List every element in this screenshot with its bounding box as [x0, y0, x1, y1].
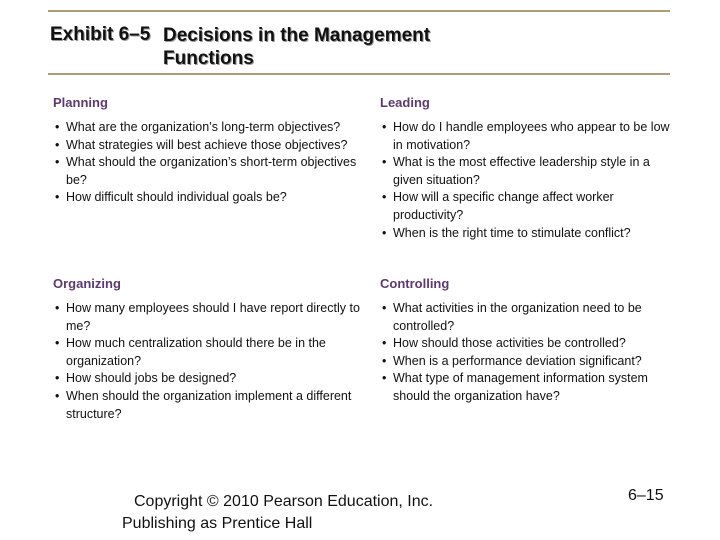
list-item: • What should the organization’s short-term objectives be? — [53, 154, 363, 189]
copyright-line: Copyright © 2010 Pearson Education, Inc. — [134, 493, 434, 510]
publisher-line: Publishing as Prentice Hall — [122, 515, 313, 532]
page-number: 6–15 — [628, 487, 664, 504]
question-list-planning — [53, 119, 363, 207]
list-item: • How should those activities be controlled? — [380, 335, 680, 353]
list-item: • How do I handle employees who appear to be low in motivation? — [380, 119, 680, 154]
section-leading — [380, 95, 680, 242]
section-organizing — [53, 276, 363, 423]
list-item: • What is the most effective leadership style in a given situation? — [380, 154, 680, 189]
section-heading-leading: Leading — [380, 95, 430, 110]
list-item: • When should the organization implement a different structure? — [53, 388, 363, 423]
list-item: • How many employees should I have report directly to me? — [53, 300, 363, 335]
question-list-leading — [380, 119, 680, 242]
list-item: • When is a performance deviation significant? — [380, 353, 680, 371]
exhibit-label: Exhibit 6–5 — [50, 24, 151, 45]
section-heading-planning: Planning — [53, 95, 108, 110]
list-item: • What activities in the organization need to be controlled? — [380, 300, 680, 335]
list-item: • What are the organization’s long-term objectives? — [53, 119, 363, 137]
header-divider — [48, 73, 670, 75]
list-item: • How will a specific change affect worker productivity? — [380, 189, 680, 224]
list-item: • How should jobs be designed? — [53, 370, 363, 388]
list-item: • How much centralization should there be in the organization? — [53, 335, 363, 370]
top-divider — [48, 10, 670, 12]
list-item: • How difficult should individual goals be? — [53, 189, 363, 207]
section-planning — [53, 95, 363, 207]
exhibit-title: Decisions in the Management Functions — [163, 25, 431, 69]
list-item: • When is the right time to stimulate conflict? — [380, 225, 680, 243]
section-heading-organizing: Organizing — [53, 276, 121, 291]
section-heading-controlling: Controlling — [380, 276, 450, 291]
section-controlling — [380, 276, 680, 406]
copyright-notice — [122, 491, 502, 535]
question-list-controlling — [380, 300, 680, 406]
list-item: • What type of management information system should the organization have? — [380, 370, 680, 405]
question-list-organizing — [53, 300, 363, 423]
list-item: • What strategies will best achieve those objectives? — [53, 137, 363, 155]
